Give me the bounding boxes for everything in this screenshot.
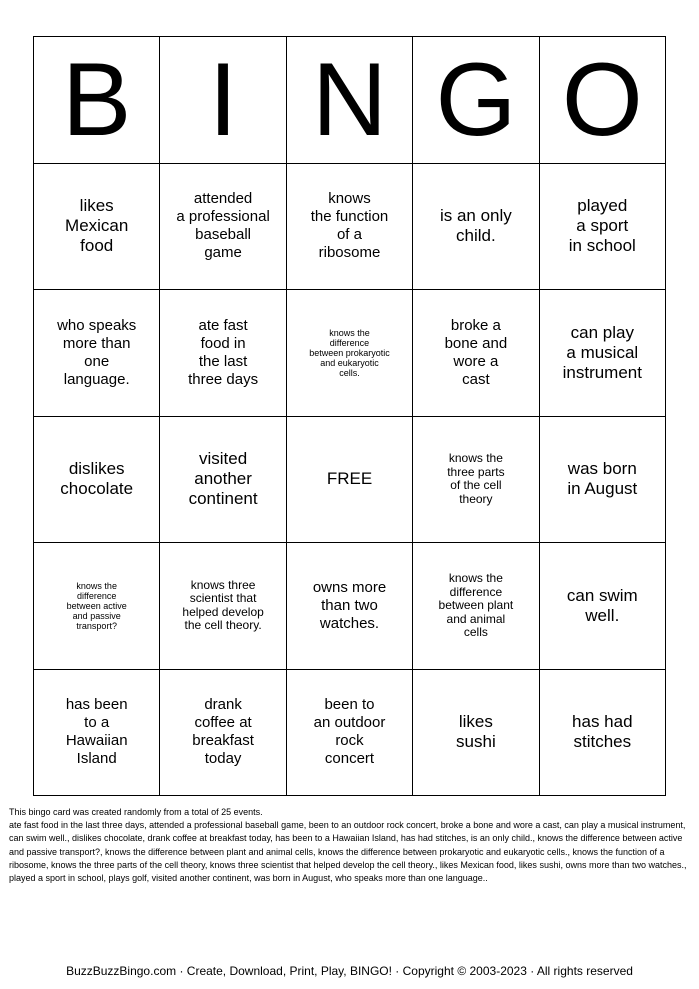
bingo-square: knows the difference between plant and animal cells [413,543,539,670]
header-letter-g: G [413,37,539,164]
bingo-square: can swim well. [540,543,666,670]
bingo-square: knows the difference between prokaryotic and eukaryotic cells. [287,290,413,417]
bingo-square: been to an outdoor rock concert [287,670,413,797]
bingo-square: attended a professional baseball game [160,164,286,291]
bingo-square: knows the three parts of the cell theory [413,417,539,544]
bingo-square: owns more than two watches. [287,543,413,670]
header-letter-n: N [287,37,413,164]
bingo-square: knows the difference between active and passive transport? [34,543,160,670]
bingo-card [33,36,666,796]
bingo-square: knows the function of a ribosome [287,164,413,291]
description-intro: This bingo card was created randomly from a total of 25 events. [9,807,263,817]
bingo-square: played a sport in school [540,164,666,291]
bingo-square: can play a musical instrument [540,290,666,417]
bingo-square: was born in August [540,417,666,544]
header-letter-i: I [160,37,286,164]
bingo-square: knows three scientist that helped develop the cell theory. [160,543,286,670]
bingo-square: dislikes chocolate [34,417,160,544]
site-footer: BuzzBuzzBingo.com · Create, Download, Print, Play, BINGO! · Copyright © 2003-2023 · All rights reserved [66,964,633,978]
bingo-square: has been to a Hawaiian Island [34,670,160,797]
bingo-square: likes sushi [413,670,539,797]
bingo-square: has had stitches [540,670,666,797]
bingo-square: broke a bone and wore a cast [413,290,539,417]
bingo-square: drank coffee at breakfast today [160,670,286,797]
bingo-square: is an only child. [413,164,539,291]
description-events: ate fast food in the last three days, attended a professional baseball game, been to an outdoor rock concert, broke a bone and wore a cast, can play a musical instrument, can swim well., dislikes chocolate, drank coffee at breakfast today, has been to a Hawaiian Island, has had stitches, is an only child., knows the difference between active and passive transport?, knows the difference between plant and animal cells, knows the difference between prokaryotic and eukaryotic cells., knows the function of a ribosome, knows the three parts of the cell theory, knows three scientist that helped develop the cell theory., likes Mexican food, likes sushi, owns more than two watches., played a sport in school, plays golf, visited another continent, was born in August, who speaks more than one language.. [9,820,687,884]
header-letter-b: B [34,37,160,164]
bingo-square: ate fast food in the last three days [160,290,286,417]
free-square: FREE [287,417,413,544]
bingo-square: likes Mexican food [34,164,160,291]
bingo-square: visited another continent [160,417,286,544]
card-description [9,806,693,885]
header-letter-o: O [540,37,666,164]
bingo-square: who speaks more than one language. [34,290,160,417]
